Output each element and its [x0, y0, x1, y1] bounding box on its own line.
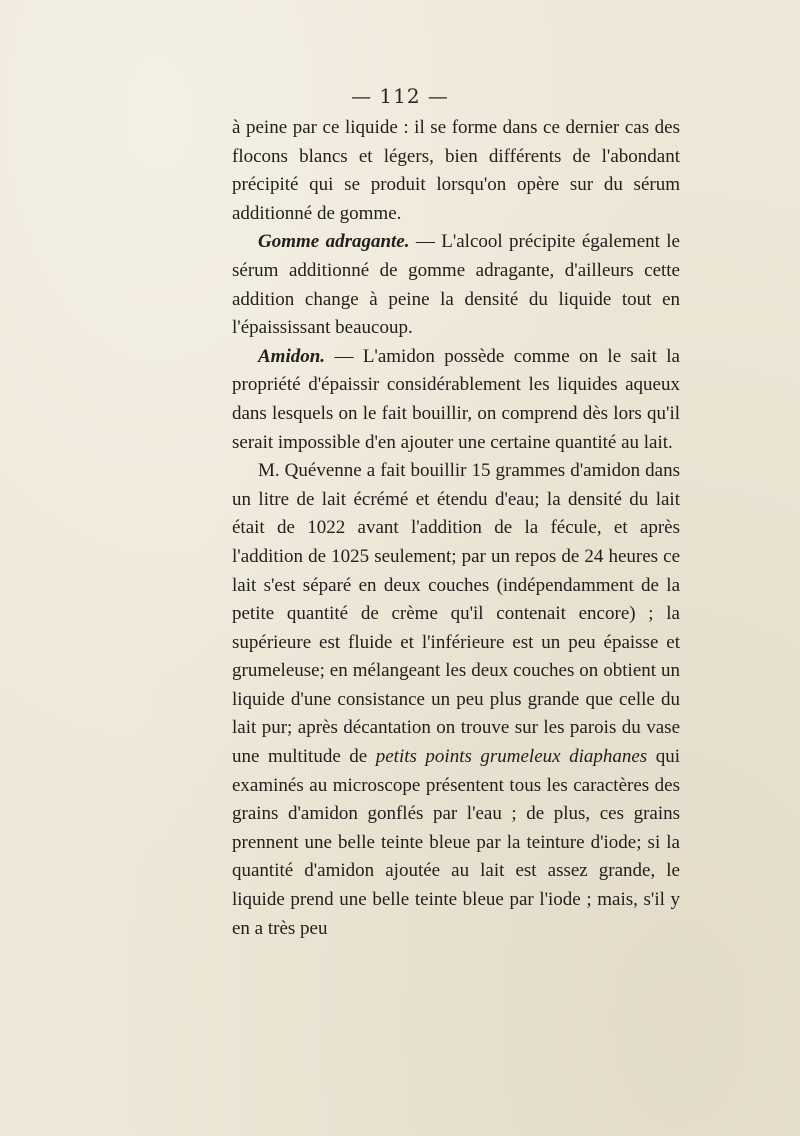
paragraph-4-text-a: M. Quévenne a fait bouillir 15 grammes d'amidon dans un litre de lait écrémé et étendu d'eau; la densité du lait était de 1022 avant l'addition de la fécule, et après l'addition de 1025 seulement; par un repos de 24 heures ce lait s'est séparé en deux couches (indépendamment de la petite quantité de crème qu'il contenait encore) ; la supérieure est fluide et l'inférieure est un peu épaisse et grumeleuse; en mélangeant les deux couches on obtient un liquide d'une consistance un peu plus grande que celle du lait pur; après décantation on trouve sur les parois du vase une multitude de: [232, 460, 680, 768]
paragraph-heading-gomme-adragante: Gomme adragante.: [258, 231, 410, 253]
paragraph-3-text: — L'amidon possède comme on le sait la propriété d'épaissir considérablement les liquides aqueux dans lesquels on le fait bouillir, on comprend dès lors qu'il serait impossible d'en ajouter une certaine quantité au lait.: [232, 345, 680, 453]
paragraph-2: [232, 228, 680, 342]
paragraph-4: [232, 457, 680, 943]
page-number: — 112 —: [351, 84, 449, 108]
paragraph-4-text-b: qui examinés au microscope présentent tous les caractères des grains d'amidon gonflés par l'eau ; de plus, ces grains prennent une belle teinte bleue par la teinture d'iode; si la quantité d'amidon ajoutée au lait est assez grande, le liquide prend une belle teinte bleue par l'iode ; mais, s'il y en a très peu: [232, 746, 680, 939]
paragraph-4-italic-phrase: petits points grumeleux diaphanes: [375, 746, 648, 768]
paragraph-3: [232, 343, 680, 457]
paragraph-heading-amidon: Amidon.: [258, 345, 326, 367]
body-text: [232, 114, 680, 943]
paragraph-1: à peine par ce liquide : il se forme dans ce dernier cas des flocons blancs et légers, bien différents de l'abondant précipité qui se produit lorsqu'on opère sur du sérum additionné de gomme.: [232, 117, 680, 224]
paragraph-2-text: — L'alcool précipite également le sérum additionné de gomme adragante, d'ailleurs cette addition change à peine la densité du liquide tout en l'épaississant beaucoup.: [232, 231, 680, 339]
